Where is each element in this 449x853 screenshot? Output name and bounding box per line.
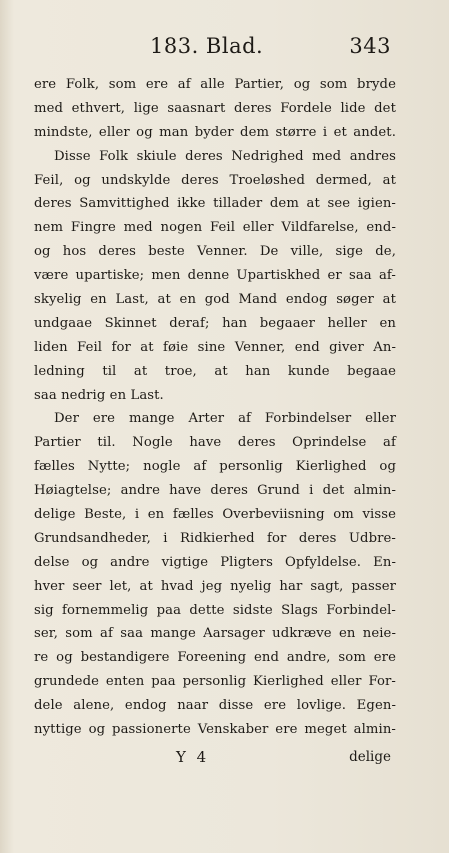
page-footer — [0, 748, 449, 774]
text-line: ledning til at troe, at han kunde begaae — [34, 363, 396, 379]
page-number: 343 — [349, 34, 391, 58]
catchword: delige — [349, 749, 391, 765]
text-line: Disse Folk skiule deres Nedrighed med andres — [54, 148, 396, 164]
text-line: Høiagtelse; andre have deres Grund i det almin- — [34, 483, 396, 499]
text-line: undgaae Skinnet deraf; han begaaer heller en — [34, 315, 396, 331]
signature-mark: Y 4 — [176, 748, 210, 766]
text-line: skyelig en Last, at en god Mand endog søger at — [34, 292, 396, 308]
text-line: Der ere mange Arter af Forbindelser eller — [54, 411, 396, 427]
text-line: saa nedrig en Last. — [34, 387, 164, 403]
page-header — [0, 30, 449, 64]
page-title: 183. Blad. — [150, 34, 264, 58]
text-line: ere Folk, som ere af alle Partier, og som bryde — [34, 77, 396, 92]
text-line: og hos deres beste Venner. De ville, sige de, — [34, 244, 396, 260]
text-line: deres Samvittighed ikke tillader dem at see igien- — [34, 196, 396, 212]
paragraph-2 — [34, 407, 396, 741]
text-line: hver seer let, at hvad jeg nyelig har sagt, passer — [34, 578, 396, 594]
text-line: fælles Nytte; nogle af personlig Kierlighed og — [34, 459, 396, 475]
text-line: liden Feil for at føie sine Venner, end giver An- — [34, 339, 396, 355]
text-line: delse og andre vigtige Pligters Opfyldelse. En- — [34, 554, 396, 570]
text-line: re og bestandigere Foreening end andre, som ere — [34, 650, 396, 666]
text-line: sig fornemmelig paa dette sidste Slags Forbindel- — [34, 602, 396, 618]
text-line: Grundsandheder, i Ridkierhed for deres Udbre- — [34, 530, 396, 546]
text-line: ser, som af saa mange Aarsager udkræve en neie- — [34, 626, 396, 642]
text-line: mindste, eller og man byder dem større i et andet. — [34, 124, 396, 140]
text-line: dele alene, endog naar disse ere lovlige. Egen- — [34, 698, 396, 714]
text-line: nyttige og passionerte Venskaber ere meget almin- — [34, 722, 396, 738]
text-line: nem Fingre med nogen Feil eller Vildfarelse, end- — [34, 220, 396, 236]
text-line: være upartiske; men denne Upartiskhed er saa af- — [34, 268, 396, 284]
text-line: grundede enten paa personlig Kierlighed eller For- — [34, 674, 396, 690]
text-line: Feil, og undskylde deres Troeløshed dermed, at — [34, 172, 396, 188]
text-line: Partier til. Nogle have deres Oprindelse af — [34, 435, 396, 451]
text-line: med ethvert, lige saasnart deres Fordele lide det — [34, 100, 396, 116]
paragraph-1 — [34, 73, 396, 407]
body-text — [34, 73, 396, 742]
text-line: delige Beste, i en fælles Overbeviisning om visse — [34, 507, 396, 523]
